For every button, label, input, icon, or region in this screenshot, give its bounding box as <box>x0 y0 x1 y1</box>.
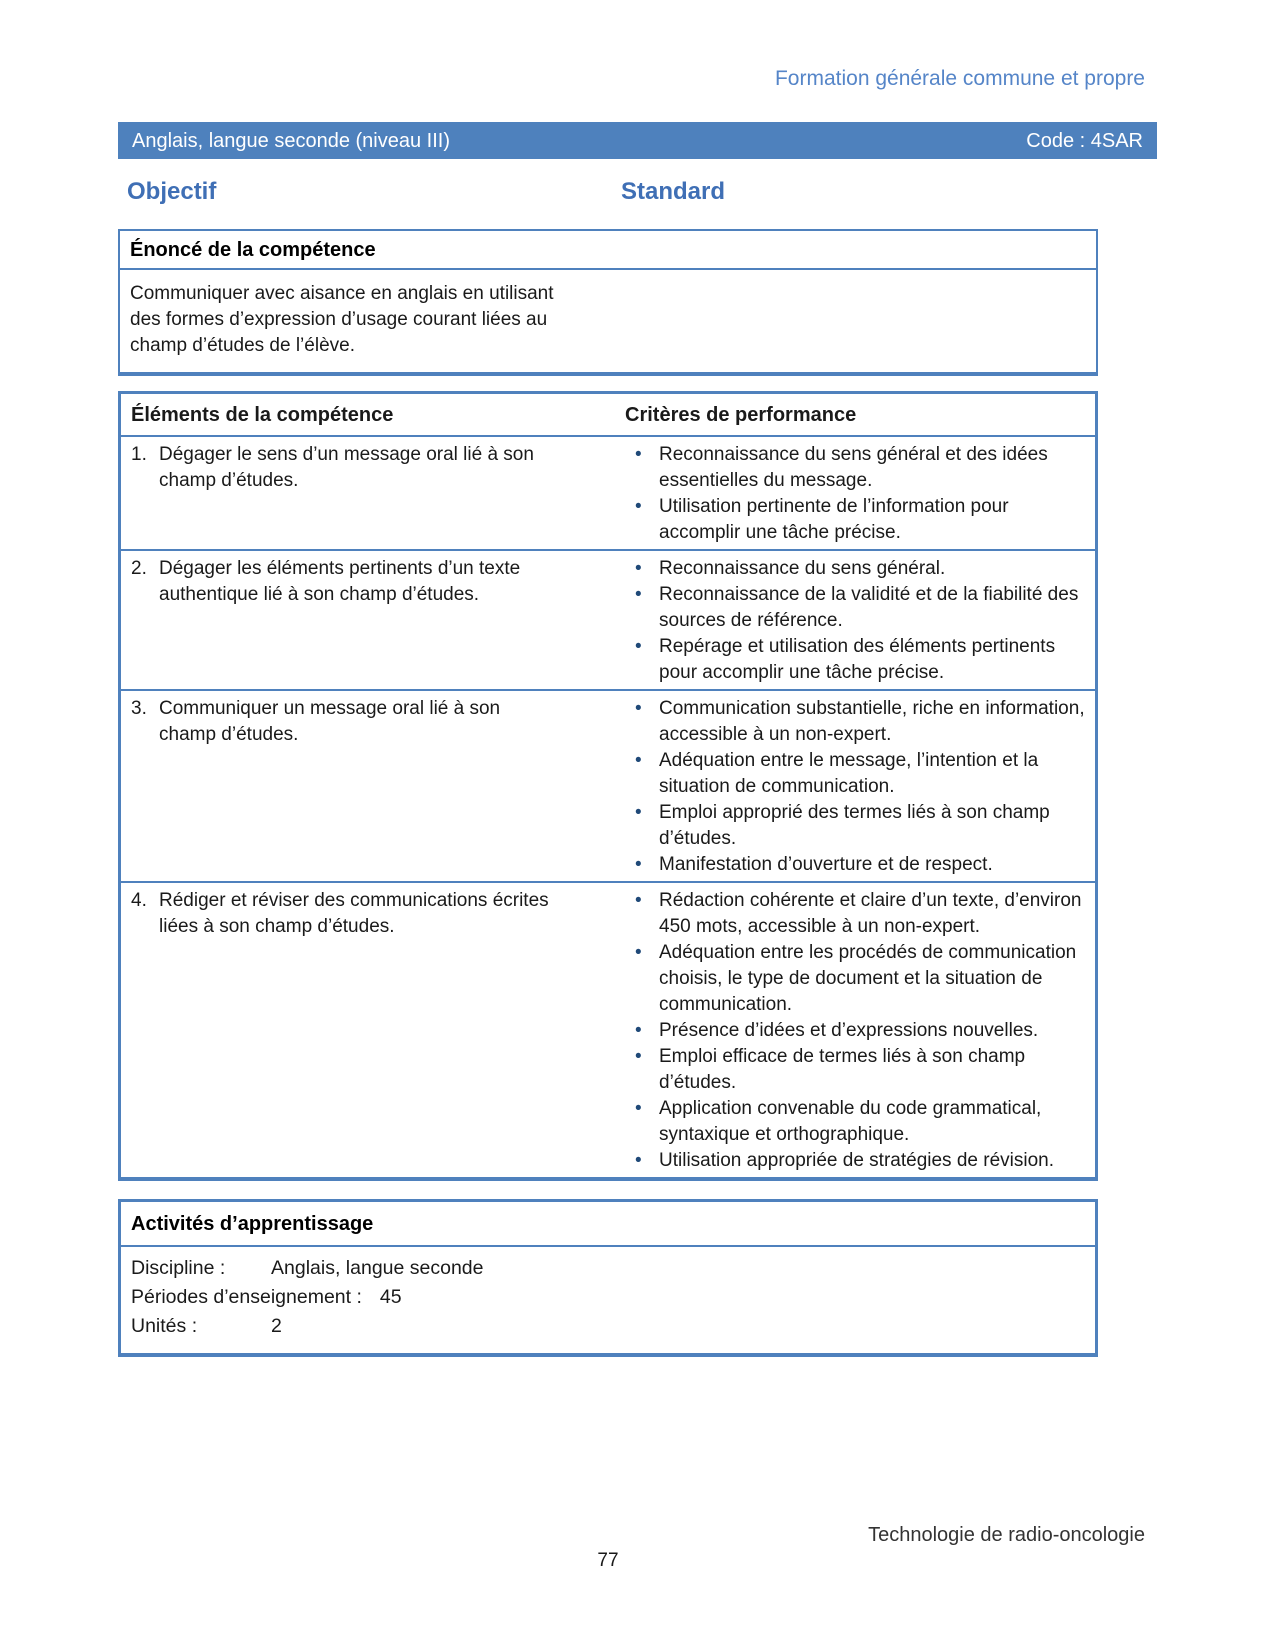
bullet-icon: • <box>635 890 642 911</box>
activity-value: 2 <box>271 1315 282 1337</box>
criteria-text: Utilisation pertinente de l’information pour accomplir une tâche précise. <box>659 496 1009 543</box>
bullet-icon: • <box>635 698 642 719</box>
bullet-icon: • <box>635 1046 642 1067</box>
criteria-cell <box>615 691 1095 881</box>
criteria-cell <box>615 883 1095 1177</box>
activity-row <box>131 1254 1085 1283</box>
element-text: Communiquer un message oral lié à son champ d’études. <box>159 698 501 745</box>
bullet-icon: • <box>635 854 642 875</box>
bullet-icon: • <box>635 802 642 823</box>
criteria-cell <box>615 551 1095 689</box>
bullet-icon: • <box>635 496 642 517</box>
bullet-icon: • <box>635 1020 642 1041</box>
criteria-text: Présence d’idées et d’expressions nouvelles. <box>659 1020 1039 1041</box>
table-row <box>121 437 1095 551</box>
criteria-text: Emploi efficace de termes liés à son champ d’études. <box>659 1046 1026 1093</box>
criteria-item <box>629 1096 1085 1148</box>
table-row <box>121 691 1095 883</box>
bullet-icon: • <box>635 444 642 465</box>
element-number: 1. <box>131 444 147 465</box>
activity-label: Unités : <box>131 1315 198 1337</box>
table-header-row <box>121 394 1095 437</box>
activities-box <box>118 1199 1098 1357</box>
criteria-text: Utilisation appropriée de stratégies de révision. <box>659 1150 1054 1171</box>
criteria-item <box>629 1018 1085 1044</box>
activity-label: Discipline : <box>131 1257 226 1279</box>
activity-row <box>131 1312 1085 1341</box>
bullet-icon: • <box>635 942 642 963</box>
criteria-cell <box>615 437 1095 549</box>
criteria-text: Reconnaissance de la validité et de la fiabilité des sources de référence. <box>659 584 1079 631</box>
criteria-text: Adéquation entre les procédés de communication choisis, le type de document et la situation de communication. <box>659 942 1077 1015</box>
criteria-item <box>629 888 1085 940</box>
element-cell <box>121 883 615 1177</box>
document-edition-title: Formation générale commune et propre <box>774 67 1145 90</box>
criteria-text: Reconnaissance du sens général. <box>659 558 946 579</box>
criteria-item <box>629 556 1085 582</box>
table-row <box>121 883 1095 1177</box>
criteria-item <box>629 582 1085 634</box>
criteria-text: Repérage et utilisation des éléments pertinents pour accomplir une tâche précise. <box>659 636 1056 683</box>
criteria-text: Rédaction cohérente et claire d’un texte, d’environ 450 mots, accessible à un non-expert. <box>659 890 1082 937</box>
element-number: 4. <box>131 890 147 911</box>
element-text: Rédiger et réviser des communications écrites liées à son champ d’études. <box>159 890 549 937</box>
criteria-item <box>629 1148 1085 1174</box>
element-cell <box>121 437 615 549</box>
bullet-icon: • <box>635 1098 642 1119</box>
program-banner <box>118 122 1157 159</box>
criteria-text: Application convenable du code grammatical, syntaxique et orthographique. <box>659 1098 1042 1145</box>
column-title-objectif: Objectif <box>127 178 217 205</box>
bullet-icon: • <box>635 584 642 605</box>
criteria-item <box>629 940 1085 1018</box>
enonce-body <box>120 270 1096 372</box>
enonce-header: Énoncé de la compétence <box>120 231 1096 270</box>
element-number: 3. <box>131 698 147 719</box>
criteria-text: Manifestation d’ouverture et de respect. <box>659 854 993 875</box>
criteria-item <box>629 494 1085 546</box>
table-header-criteres: Critères de performance <box>625 404 857 426</box>
criteria-text: Adéquation entre le message, l’intention et la situation de communication. <box>659 750 1039 797</box>
element-cell <box>121 691 615 881</box>
criteria-item <box>629 696 1085 748</box>
criteria-item <box>629 800 1085 852</box>
competence-table <box>118 391 1098 1181</box>
enonce-box <box>118 229 1098 376</box>
criteria-item <box>629 442 1085 494</box>
bullet-icon: • <box>635 1150 642 1171</box>
activities-body <box>121 1247 1095 1353</box>
criteria-item <box>629 634 1085 686</box>
bullet-icon: • <box>635 558 642 579</box>
element-number: 2. <box>131 558 147 579</box>
activities-header: Activités d’apprentissage <box>121 1202 1095 1247</box>
criteria-item <box>629 748 1085 800</box>
activity-value: Anglais, langue seconde <box>271 1257 484 1279</box>
column-title-standard: Standard <box>621 178 726 205</box>
criteria-text: Reconnaissance du sens général et des idées essentielles du message. <box>659 444 1048 491</box>
criteria-text: Emploi approprié des termes liés à son champ d’études. <box>659 802 1050 849</box>
activity-value: 45 <box>379 1286 402 1308</box>
page-number: 77 <box>597 1550 619 1571</box>
table-row <box>121 551 1095 691</box>
table-header-elements: Éléments de la compétence <box>131 404 394 426</box>
bullet-icon: • <box>635 750 642 771</box>
banner-course-code: Code : 4SAR <box>1026 129 1143 152</box>
element-text: Dégager le sens d’un message oral lié à son champ d’études. <box>159 444 534 491</box>
activity-row <box>131 1283 1085 1312</box>
enonce-text: Communiquer avec aisance en anglais en utilisant des formes d’expression d’usage courant liées au champ d’études de l’élève. <box>130 283 554 356</box>
banner-course-title: Anglais, langue seconde (niveau III) <box>132 129 450 152</box>
footer-program-title: Technologie de radio-oncologie <box>868 1524 1145 1546</box>
element-cell <box>121 551 615 689</box>
criteria-text: Communication substantielle, riche en information, accessible à un non-expert. <box>659 698 1085 745</box>
bullet-icon: • <box>635 636 642 657</box>
criteria-item <box>629 1044 1085 1096</box>
activity-label: Périodes d’enseignement : <box>131 1286 362 1308</box>
column-titles <box>118 179 1098 205</box>
element-text: Dégager les éléments pertinents d’un texte authentique lié à son champ d’études. <box>159 558 521 605</box>
criteria-item <box>629 852 1085 878</box>
